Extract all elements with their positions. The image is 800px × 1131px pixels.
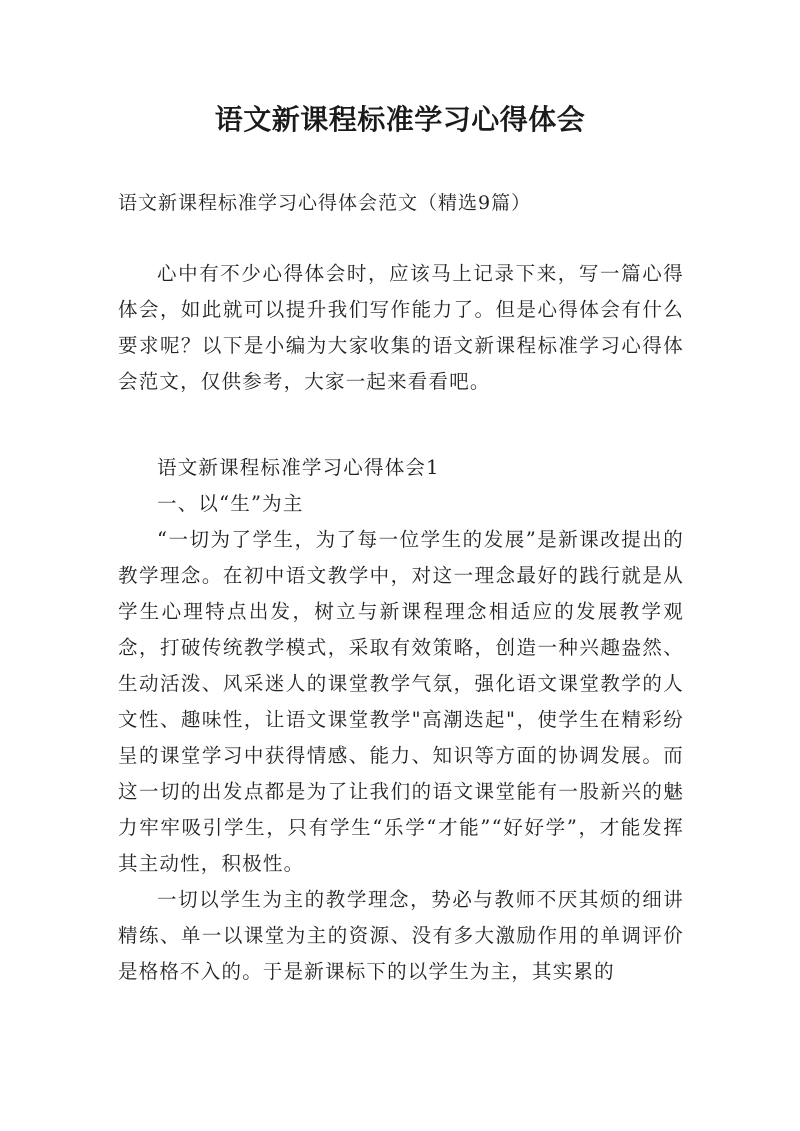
document-subtitle: 语文新课程标准学习心得体会范文（精选9篇） [118, 192, 532, 214]
section-heading: 语文新课程标准学习心得体会1 [157, 456, 440, 479]
body-paragraph: 一切以学生为主的教学理念，势必与教师不厌其烦的细讲精练、单一以课堂为主的资源、没有多大激励作用的单调评价是格格不入的。于是新课标下的以学生为主，其实累的 [118, 888, 684, 983]
intro-block [118, 256, 684, 400]
body-paragraph: “一切为了学生，为了每一位学生的发展”是新课改提出的教学理念。在初中语文教学中，对这一理念最好的践行就是从学生心理特点出发，树立与新课程理念相适应的发展教学观念，打破传统教学模式，采取有效策略，创造一种兴趣盎然、生动活泼、风采迷人的课堂教学气氛，强化语文课堂教学的人文性、趣味性，让语文课堂教学"高潮迭起"，使学生在精彩纷呈的课堂学习中获得情感、能力、知识等方面的协调发展。而这一切的出发点都是为了让我们的语文课堂能有一股新兴的魅力牢牢吸引学生，只有学生“乐学“才能”“好好学”，才能发挥其主动性，积极性。 [118, 528, 684, 875]
document-title: 语文新课程标准学习心得体会 [214, 103, 586, 136]
intro-paragraph: 心中有不少心得体会时，应该马上记录下来，写一篇心得体会，如此就可以提升我们写作能力了。但是心得体会有什么要求呢？以下是小编为大家收集的语文新课程标准学习心得体会范文，仅供参考，大家一起来看看吧。 [118, 262, 684, 393]
section-1 [118, 450, 684, 990]
section-subheading: 一、以“生”为主 [157, 492, 304, 515]
